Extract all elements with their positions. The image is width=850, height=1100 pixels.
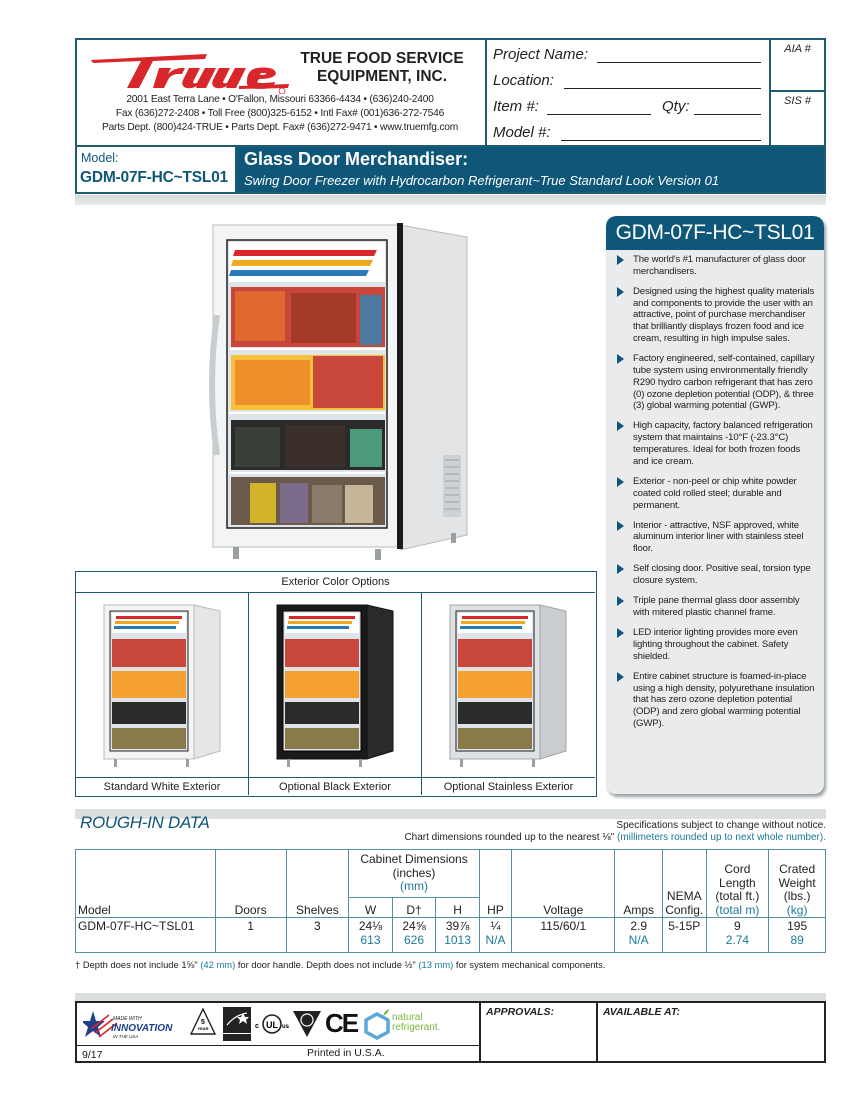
feature-text: Self closing door. Positive seal, torsion type closure system.: [633, 563, 811, 587]
feature-item: [614, 254, 818, 278]
footnote-part-c: for door handle. Depth does not include ½": [237, 959, 416, 970]
color-option-black: [249, 593, 422, 777]
stainless-fridge-image: [448, 601, 568, 771]
true-logo-icon: [89, 46, 289, 94]
item-field[interactable]: [493, 98, 539, 115]
col-hp: HP: [479, 850, 511, 918]
features-heading: GDM-07F-HC~TSL01: [606, 216, 824, 250]
cell-voltage: 115/60/1: [512, 918, 615, 953]
qty-line: [694, 114, 761, 115]
col-voltage: Voltage: [512, 850, 615, 918]
feature-text: Triple pane thermal glass door assembly with mitered plastic channel frame.: [633, 595, 800, 618]
product-subtitle: Swing Door Freezer with Hydrocarbon Refrigerant~True Standard Look Version 01: [244, 173, 720, 188]
cell-w: [349, 918, 393, 953]
cell-h: [436, 918, 480, 953]
sis-number-box[interactable]: [769, 92, 824, 145]
rough-in-title: ROUGH-IN DATA: [80, 813, 210, 832]
feature-item: [614, 476, 818, 511]
bullet-arrow-icon: [617, 287, 624, 297]
cabinet-dims-mm: (mm): [400, 879, 429, 893]
feature-text: LED interior lighting provides more even lighting throughout the cabinet. Safety shielded.: [633, 627, 798, 662]
cabinet-dims-label: Cabinet Dimensions: [360, 852, 468, 866]
location-field[interactable]: [493, 72, 554, 89]
address-line-3: Parts Dept. (800)424-TRUE • Parts Dept. Fax# (636)272-9471 • www.truemfg.com: [101, 122, 458, 133]
model-code: GDM-07F-HC~TSL01: [80, 169, 228, 186]
cell-hp-sub: N/A: [485, 932, 506, 947]
certifications: [77, 1003, 481, 1046]
printed-in-usa: Printed in U.S.A.: [307, 1047, 385, 1059]
spec-change-note: Specifications subject to change without notice.: [616, 820, 826, 831]
cell-w-in: 24⅛: [358, 919, 383, 933]
model-field[interactable]: [493, 124, 551, 141]
approvals-label: APPROVALS:: [486, 1006, 555, 1018]
cell-h-mm: 1013: [444, 932, 471, 947]
project-name-line: [597, 62, 761, 63]
model-label: Model #:: [493, 124, 551, 141]
svg-text:YEAR: YEAR: [197, 1026, 209, 1031]
cell-d-in: 24⅝: [402, 919, 426, 933]
feature-item: [614, 563, 818, 587]
project-info-form: [485, 40, 769, 145]
feature-text: Designed using the highest quality materials and components to provide the user with an attractive, point of purchase merchandiser that brilliantly displays frozen food and ice cream, resulting in high impulse sales.: [633, 285, 815, 345]
energy-star-icon: [223, 1007, 251, 1041]
cell-cord-m: 2.74: [725, 932, 750, 947]
col-w: W: [349, 898, 393, 918]
table-header-row: [76, 850, 826, 898]
cell-doors: 1: [215, 918, 286, 953]
black-fridge-image: [275, 601, 395, 771]
cord-label-3: (total ft.): [715, 889, 760, 903]
feature-item: [614, 671, 818, 730]
color-option-white: [76, 593, 249, 777]
col-nema: [662, 850, 706, 918]
location-line: [564, 88, 761, 89]
col-shelves: Shelves: [286, 850, 349, 918]
col-crated-weight: [769, 850, 826, 918]
cell-weight-lbs: 195: [787, 919, 808, 933]
cell-d: [392, 918, 436, 953]
innovation-top-text: MADE WITH: [113, 1016, 142, 1022]
feature-text: High capacity, factory balanced refrigeration system that maintains -10°F (-23.3°C) temperatures. Ideal for both frozen foods and ice cream.: [633, 420, 813, 467]
natural-refrigerant-icon: [363, 1008, 391, 1040]
nema-label-2: Config.: [665, 902, 704, 917]
color-option-stainless: [422, 593, 595, 777]
cell-w-mm: 613: [360, 932, 381, 947]
feature-text: Interior - attractive, NSF approved, white aluminum interior liner with stainless steel floor.: [633, 519, 804, 555]
aia-number-box[interactable]: [769, 40, 824, 92]
model-title-bar: [75, 147, 826, 194]
feature-item: [614, 595, 818, 619]
natural-refrigerant-text: [392, 1013, 440, 1033]
project-name-field[interactable]: [493, 46, 588, 63]
rough-in-table: [75, 849, 826, 953]
svg-text:us: us: [282, 1024, 289, 1030]
print-info: [77, 1046, 481, 1063]
available-at-label: AVAILABLE AT:: [603, 1006, 680, 1018]
bullet-arrow-icon: [617, 628, 624, 638]
col-amps: Amps: [615, 850, 663, 918]
feature-item: [614, 627, 818, 662]
ul-listed-icon: [255, 1013, 289, 1035]
divider-band: [75, 195, 826, 205]
feature-text: Entire cabinet structure is foamed-in-place using a high density, polyurethane insulation that has zero ozone depletion potential (ODP) and zero global warming potential (GWP).: [633, 670, 815, 729]
cell-amps-sub: N/A: [628, 932, 649, 947]
features-panel: [606, 216, 824, 794]
bullet-arrow-icon: [617, 596, 624, 606]
col-cabinet-dims: [349, 850, 480, 898]
available-at-box[interactable]: [598, 1003, 824, 1061]
svg-text:5: 5: [201, 1019, 205, 1026]
innovation-main-text: INNOVATION: [111, 1023, 173, 1034]
company-info: [77, 40, 483, 145]
model-label: Model:: [81, 151, 119, 165]
footnote-part-a: † Depth does not include 1⅝": [75, 959, 198, 970]
color-option-white-label: Standard White Exterior: [76, 777, 249, 795]
cord-label-1: Cord: [724, 862, 751, 876]
bullet-arrow-icon: [617, 255, 624, 265]
cell-h-in: 39⅞: [445, 919, 470, 933]
feature-text: Factory engineered, self-contained, capillary tube system using environmentally friendly R290 hydro carbon refrigerant that has zero (0) ozone depletion potential (ODP), & three (3) global warming potential (GWP).: [633, 353, 815, 412]
qty-label: Qty:: [662, 98, 690, 115]
cell-cord-ft: 9: [734, 919, 741, 933]
col-cord-length: [706, 850, 769, 918]
revision-date: 9/17: [82, 1049, 103, 1061]
bullet-arrow-icon: [617, 672, 624, 682]
color-options-table: [75, 571, 597, 797]
sis-label: SIS #: [784, 95, 811, 107]
col-model: Model: [76, 850, 216, 918]
cell-cord: [706, 918, 769, 953]
footnote-part-d: (13 mm): [418, 959, 454, 970]
cell-nema: 5-15P: [662, 918, 706, 953]
rounding-note-main: Chart dimensions rounded up to the nearest ⅛": [404, 832, 615, 843]
feature-text: Exterior - non-peel or chip white powder coated cold rolled steel; durable and permanent.: [633, 475, 797, 511]
color-options-heading: Exterior Color Options: [76, 572, 595, 593]
approvals-box[interactable]: [481, 1003, 598, 1061]
cell-weight-kg: 89: [790, 932, 804, 947]
cell-hp-value: ¼: [490, 919, 501, 933]
innovation-bottom-text: IN THE USA: [113, 1034, 139, 1039]
svg-text:UL: UL: [266, 1020, 278, 1030]
bullet-arrow-icon: [617, 521, 624, 531]
table-row: [76, 918, 826, 953]
aia-label: AIA #: [784, 43, 811, 55]
cell-amps: [615, 918, 663, 953]
cabinet-dims-inches: (inches): [392, 865, 436, 880]
feature-item: [614, 353, 818, 412]
cell-d-mm: 626: [404, 932, 425, 947]
project-name-label: Project Name:: [493, 46, 589, 63]
address-line-1: 2001 East Terra Lane • O'Fallon, Missouri 63366-4434 • (636)240-2400: [126, 94, 434, 105]
product-image: [205, 215, 470, 560]
natural-text-1: natural: [392, 1012, 423, 1023]
company-name-line1: TRUE FOOD SERVICE: [300, 50, 464, 67]
address-line-2: Fax (636)272-2408 • Toll Free (800)325-6152 • Intl Fax# (001)636-272-7546: [115, 108, 445, 119]
col-h: H: [436, 898, 480, 918]
bullet-arrow-icon: [617, 477, 624, 487]
weight-label-3: (lbs.): [783, 889, 811, 903]
warranty-badge-icon: [190, 1008, 216, 1040]
cord-label-4: (total m): [715, 902, 760, 917]
model-line: [561, 140, 761, 141]
sanitation-triangle-icon: [292, 1009, 322, 1039]
rounding-note: [404, 832, 826, 843]
cell-shelves: 3: [286, 918, 349, 953]
item-line: [547, 114, 651, 115]
color-option-black-label: Optional Black Exterior: [249, 777, 422, 795]
depth-footnote: [75, 959, 605, 970]
cord-label-2: Length: [719, 875, 756, 890]
bullet-arrow-icon: [617, 421, 624, 431]
white-fridge-image: [102, 601, 222, 771]
feature-item: [614, 520, 818, 555]
cell-amps-value: 2.9: [630, 919, 648, 933]
cell-weight: [769, 918, 826, 953]
features-list: [614, 254, 818, 738]
feature-item: [614, 420, 818, 467]
qty-field[interactable]: [662, 98, 690, 115]
cell-model: GDM-07F-HC~TSL01: [76, 918, 216, 953]
bullet-arrow-icon: [617, 564, 624, 574]
company-name-line2: EQUIPMENT, INC.: [316, 68, 448, 85]
model-cell: [77, 147, 237, 192]
weight-label-1: Crated: [779, 862, 816, 876]
nema-label-1: NEMA: [666, 889, 702, 903]
color-option-stainless-label: Optional Stainless Exterior: [422, 777, 595, 795]
feature-item: [614, 286, 818, 345]
bullet-arrow-icon: [617, 354, 624, 364]
footnote-part-b: (42 mm): [200, 959, 236, 970]
footer-band: [75, 993, 826, 1001]
product-title: Glass Door Merchandiser:: [244, 149, 469, 169]
footer-box: [75, 1001, 826, 1063]
feature-text: The world's #1 manufacturer of glass door merchandisers.: [633, 254, 806, 277]
svg-text:c: c: [255, 1023, 259, 1030]
location-label: Location:: [493, 72, 554, 89]
col-doors: Doors: [215, 850, 286, 918]
footnote-part-e: for system mechanical components.: [455, 959, 606, 970]
col-d: D†: [392, 898, 436, 918]
weight-label-2: Weight: [778, 875, 816, 890]
made-in-usa-icon: [83, 1009, 183, 1041]
item-label: Item #:: [493, 98, 539, 115]
natural-text-2: refrigerant.: [392, 1022, 441, 1033]
cell-hp: [479, 918, 511, 953]
rounding-note-mm: (millimeters rounded up to next whole number).: [617, 832, 826, 843]
company-name: [297, 50, 467, 86]
weight-label-4: (kg): [786, 902, 808, 917]
ce-mark-icon: CE: [325, 1008, 358, 1038]
